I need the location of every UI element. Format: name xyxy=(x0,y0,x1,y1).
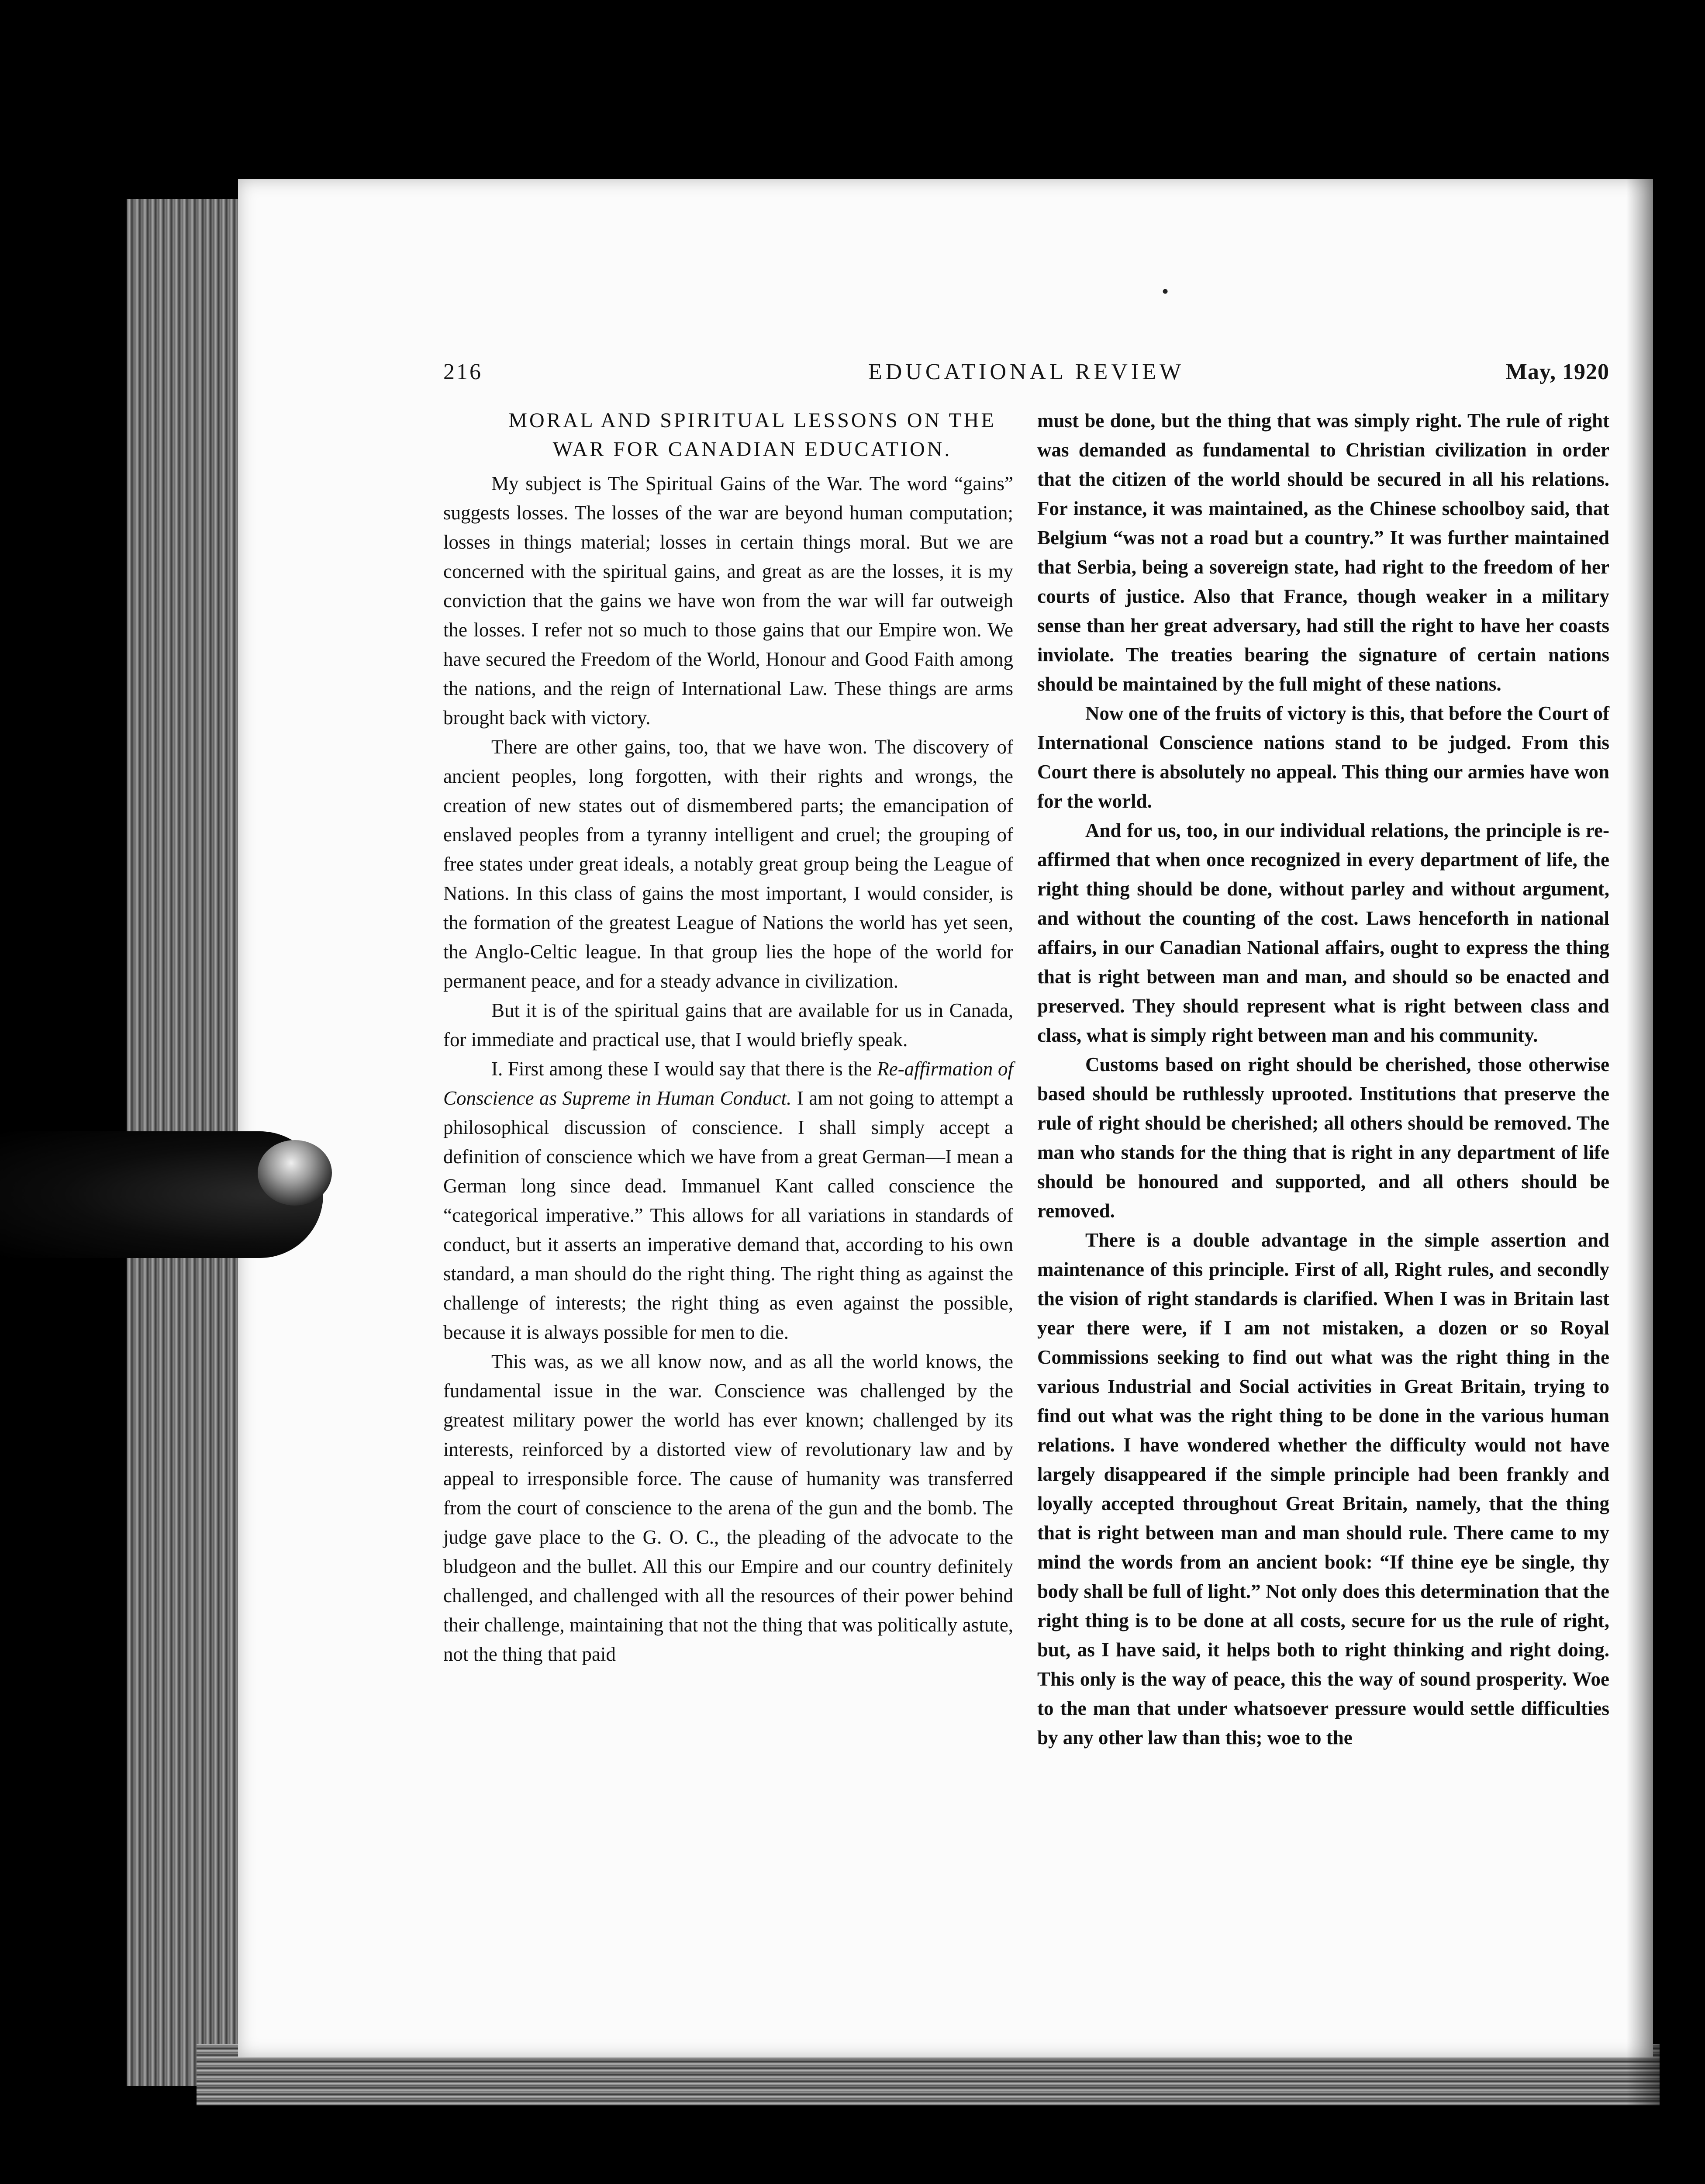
right-edge-shadow xyxy=(1626,0,1705,2184)
paragraph: And for us, too, in our individual relations, the principle is re-affirmed that when once recognized in every department of life, the right thing should be done, without parley and without argument, and without the counting of the cost. Laws henceforth in national affairs, in our Canadian National affairs, ought to express the thing that is right between man and man, and should so be enacted and preserved. They should represent what is right between class and class, what is simply right between man and his community. xyxy=(1037,819,1609,1046)
print-speck: • xyxy=(1162,280,1169,302)
right-column xyxy=(1037,406,1609,1752)
paragraph: Now one of the fruits of victory is this, that before the Court of International Conscience nations stand to be judged. From this Court there is absolutely no appeal. This thing our armies have won for the world. xyxy=(1037,702,1609,812)
page-number: 216 xyxy=(443,359,483,384)
issue-date: May, 1920 xyxy=(1505,359,1609,384)
paragraph: My subject is The Spiritual Gains of the War. The word “gains” suggests losses. The losses of the war are beyond human computation; losses in things material; losses in certain things moral. But we are concerned with the spiritual gains, and great as are the losses, it is my conviction that the gains we have won from the war will far outweigh the losses. I refer not so much to those gains that our Empire won. We have secured the Freedom of the World, Honour and Good Faith among the nations, and the reign of International Law. These things are arms brought back with victory. xyxy=(443,473,1013,729)
left-column xyxy=(443,406,1013,1669)
paragraph-point-one xyxy=(443,1054,1013,1347)
article-title-line-1: MORAL AND SPIRITUAL LESSONS ON THE xyxy=(508,409,996,432)
paragraph: Customs based on right should be cherished, those otherwise based should be ruthlessly uprooted. Institutions that preserve the rule of right should be cherished; all others should be removed. The man who stands for the thing that is right in any department of life should be honoured and supported, and all others should be removed. xyxy=(1037,1054,1609,1222)
point-one-body: I am not going to attempt a philosophical discussion of conscience. I shall simply accept a definition of conscience which we have from a great German—I mean a German long since dead. Immanuel Kant called conscience the “categorical imperative.” This allows for all variations in standards of conduct, but it asserts an imperative demand that, according to his own standard, a man should do the right thing. The right thing as against the challenge of interests; the right thing as even against the possible, because it is always possible for men to die. xyxy=(443,1087,1013,1343)
paragraph-continued: must be done, but the thing that was simply right. The rule of right was demanded as fundamental to Christian civilization in order that the citizen of the world should be secured in all his relations. For instance, it was maintained, as the Chinese schoolboy said, that Belgium “was not a road but a country.” It was further maintained that Serbia, being a sovereign state, had right to the freedom of her courts of justice. Also that France, though weaker in a military sense than her great adversary, had still the right to have her coasts inviolate. The treaties bearing the signature of certain nations should be maintained by the full might of these nations. xyxy=(1037,410,1609,695)
point-one-italic-heading: Re-affirmation of Conscience as Supreme in Human Conduct. xyxy=(443,1058,1013,1109)
paragraph: This was, as we all know now, and as all the world knows, the fundamental issue in the war. Conscience was challenged by the greatest military power the world has ever known; challenged by its interests, reinforced by a distorted view of revolutionary law and by appeal to irresponsible force. The cause of humanity was transferred from the court of conscience to the arena of the gun and the bomb. The judge gave place to the G. O. C., the pleading of the advocate to the bludgeon and the bullet. All this our Empire and our country definitely challenged, and challenged with all the resources of their power behind their challenge, maintaining that not the thing that was politically astute, not the thing that paid xyxy=(443,1351,1013,1665)
thumbnail-highlight xyxy=(258,1140,332,1206)
running-header xyxy=(443,359,1609,394)
article-title-line-2: WAR FOR CANADIAN EDUCATION. xyxy=(552,438,952,461)
paragraph: There is a double advantage in the simple assertion and maintenance of this principle. First of all, Right rules, and secondly the vision of right standards is clarified. When I was in Britain last year there were, if I am not mistaken, a dozen or so Royal Commissions seeking to find out what was the right thing in the various Industrial and Social activities in Great Britain, trying to find out what was the right thing to be done in the various human relations. I have wondered whether the difficulty would not have largely disappeared if the simple principle had been frankly and loyally accepted throughout Great Britain, namely, that the thing that is right between man and man should rule. There came to my mind the words from an ancient book: “If thine eye be single, thy body shall be full of light.” Not only does this determination that the right thing is to be done at all costs, secure for us the rule of right, but, as I have said, it helps both to right thinking and right doing. This only is the way of peace, this the way of sound prosperity. Woe to the man that under whatsoever pressure would settle difficulties by any other law than this; woe to the xyxy=(1037,1229,1609,1749)
paragraph: But it is of the spiritual gains that are available for us in Canada, for immediate and practical use, that I would briefly speak. xyxy=(443,999,1013,1051)
paragraph: There are other gains, too, that we have won. The discovery of ancient peoples, long forgotten, with their rights and wrongs, the creation of new states out of dismembered parts; the emancipation of enslaved peoples from a tyranny intelligent and cruel; the grouping of free states under great ideals, a notably great group being the League of Nations. In this class of gains the most important, I would consider, is the formation of the greatest League of Nations the world has yet seen, the Anglo-Celtic league. In that group lies the hope of the world for permanent peace, and for a steady advance in civilization. xyxy=(443,736,1013,992)
point-one-lead: I. First among these I would say that there is the xyxy=(491,1058,877,1080)
journal-title: EDUCATIONAL REVIEW xyxy=(868,359,1185,384)
